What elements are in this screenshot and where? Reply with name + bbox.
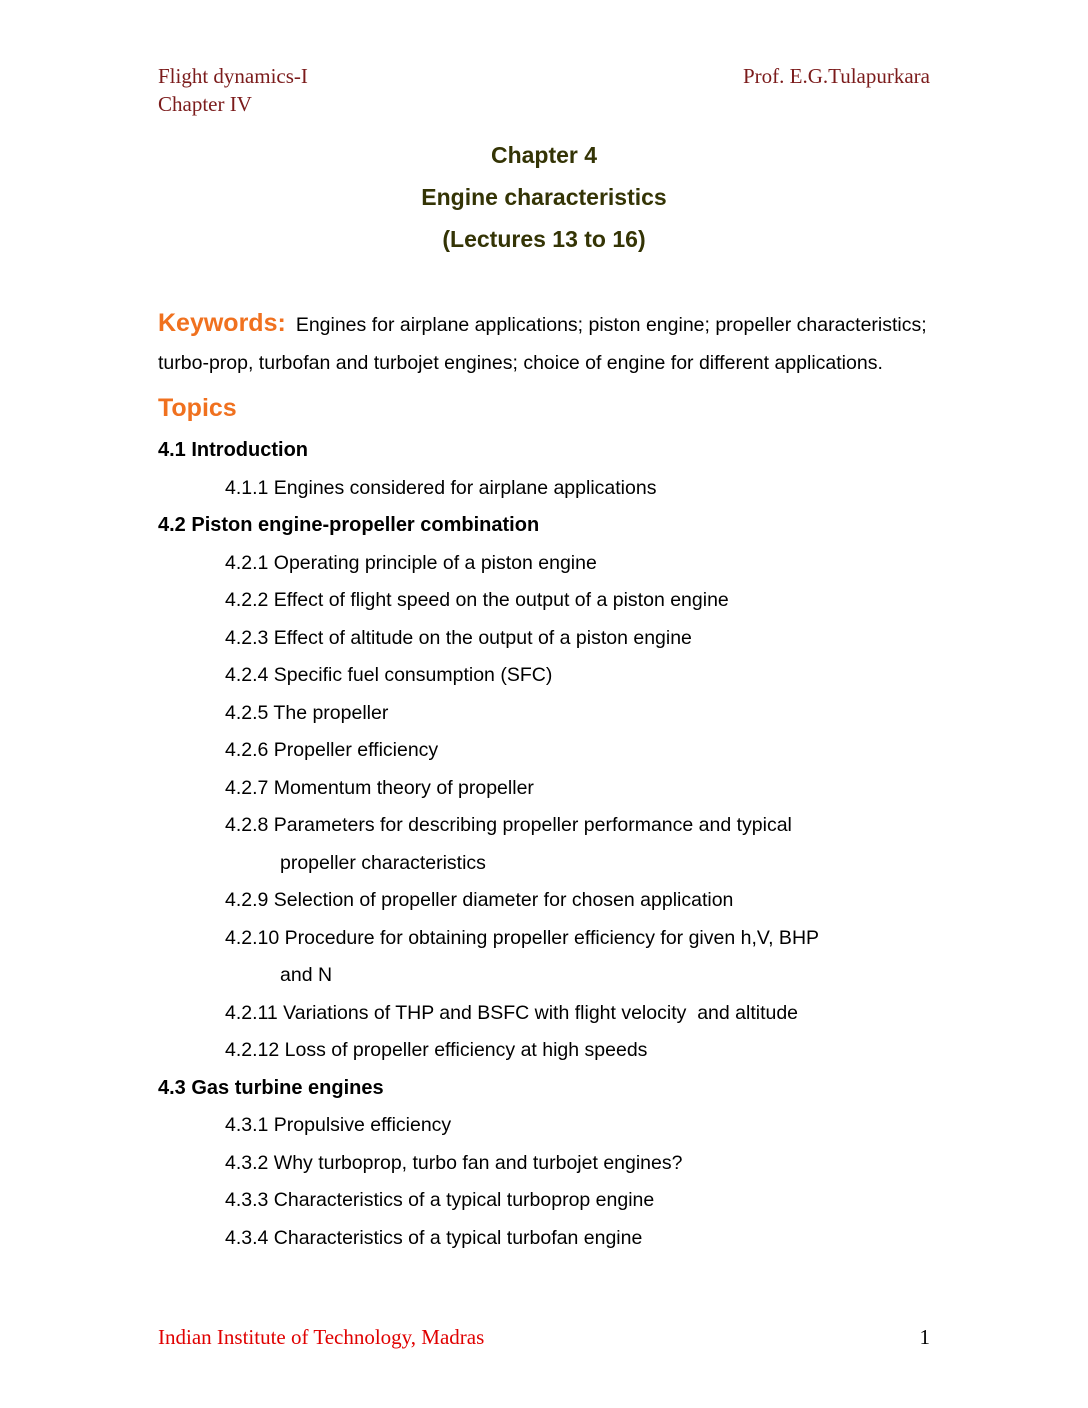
title-block xyxy=(158,134,930,260)
toc-item: 4.2.1 Operating principle of a piston engine xyxy=(225,551,597,574)
toc-item: and N xyxy=(280,964,333,986)
header-left xyxy=(158,62,308,118)
keywords-paragraph xyxy=(158,304,930,382)
toc-item: 4.1.1 Engines considered for airplane applications xyxy=(225,476,657,499)
toc-item: 4.2.8 Parameters for describing propeller performance and typical xyxy=(225,814,792,836)
keywords-label: Keywords: xyxy=(158,309,286,337)
page-number: 1 xyxy=(919,1325,930,1349)
toc-item: 4.2.11 Variations of THP and BSFC with flight velocity and altitude xyxy=(225,1001,799,1024)
header-author: Prof. E.G.Tulapurkara xyxy=(742,64,930,88)
toc-item: 4.3.1 Propulsive efficiency xyxy=(225,1114,452,1136)
toc-item: 4.2.7 Momentum theory of propeller xyxy=(225,776,534,799)
toc-item: 4.2.4 Specific fuel consumption (SFC) xyxy=(225,664,553,686)
toc-item: 4.3.4 Characteristics of a typical turbofan engine xyxy=(225,1226,643,1249)
toc-item: 4.2.3 Effect of altitude on the output of a piston engine xyxy=(225,626,692,649)
document-header xyxy=(158,62,930,118)
toc-item: 4.2.2 Effect of flight speed on the output of a piston engine xyxy=(225,589,729,611)
lectures-range-title: (Lectures 13 to 16) xyxy=(442,226,646,252)
chapter-number-title: Chapter 4 xyxy=(490,142,598,168)
toc-item: 4.2.10 Procedure for obtaining propeller efficiency for given h,V, BHP xyxy=(225,926,820,949)
header-chapter-label: Chapter IV xyxy=(158,92,252,116)
toc-item: 4.3.3 Characteristics of a typical turboprop engine xyxy=(225,1189,655,1211)
chapter-name-title: Engine characteristics xyxy=(421,184,667,210)
footer-institute: Indian Institute of Technology, Madras xyxy=(158,1325,485,1349)
toc-item: 4.3.2 Why turboprop, turbo fan and turbojet engines? xyxy=(225,1151,683,1174)
toc-item: 4.2.5 The propeller xyxy=(225,701,389,724)
keywords-text: Engines for airplane applications; piston engine; propeller characteristics; turbo-prop, turbofan and turbojet engines; choice of engine for different applications. xyxy=(158,314,927,374)
table-of-contents xyxy=(158,432,930,1257)
toc-item: 4.3 Gas turbine engines xyxy=(158,1076,384,1099)
toc-item: 4.2 Piston engine-propeller combination xyxy=(158,514,540,536)
toc-item: 4.2.12 Loss of propeller efficiency at high speeds xyxy=(225,1039,648,1061)
document-footer xyxy=(158,1325,930,1350)
header-course-title: Flight dynamics-I xyxy=(158,64,308,88)
toc-item: 4.2.9 Selection of propeller diameter for chosen application xyxy=(225,889,734,911)
toc-item: propeller characteristics xyxy=(280,851,486,874)
toc-item: 4.2.6 Propeller efficiency xyxy=(225,739,439,761)
topics-heading: Topics xyxy=(158,394,237,422)
toc-item: 4.1 Introduction xyxy=(158,439,308,461)
